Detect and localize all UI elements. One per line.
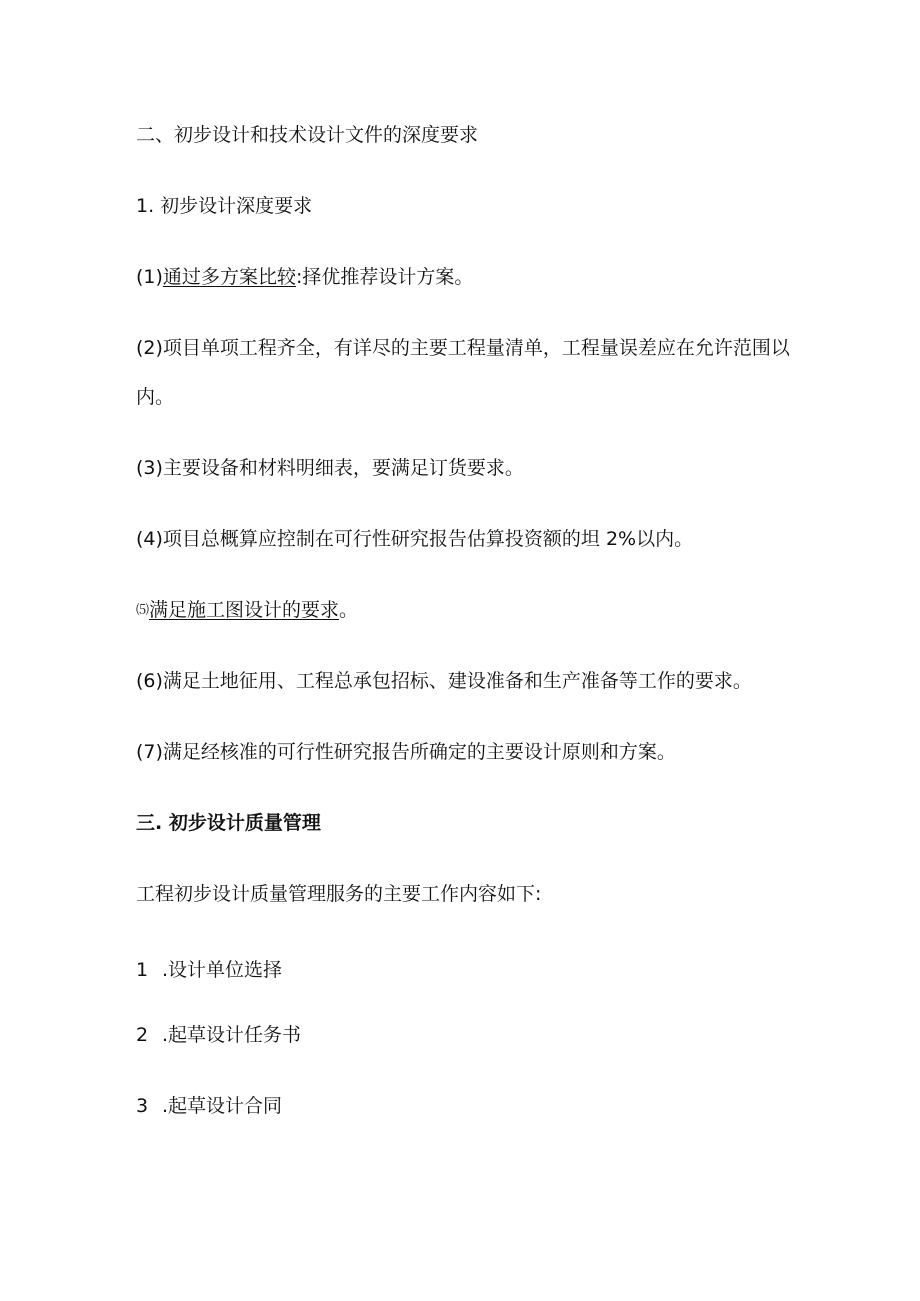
list-item-number: 3 (136, 1095, 149, 1117)
item-5 (136, 598, 358, 623)
list-item-text: .起草设计合同 (162, 1095, 283, 1117)
list-item-text: .设计单位选择 (162, 959, 283, 981)
list-item-number: 2 (136, 1024, 149, 1046)
item-3: (3)主要设备和材料明细表，要满足订货要求。 (136, 457, 524, 479)
item-1-link-comparison[interactable]: 多方案比较 (200, 266, 296, 288)
list-item (136, 1094, 282, 1118)
item-5-prefix: ⑸ (136, 603, 150, 618)
item-5-rest: 。 (339, 599, 359, 621)
item-7: (7)满足经核准的可行性研究报告所确定的主要设计原则和方案。 (136, 741, 676, 763)
item-5-link[interactable]: 满足施工图设计的要求 (149, 599, 340, 621)
item-1-link-tongguo[interactable]: 通过 (162, 266, 201, 288)
item-2-line-1: (2)项目单项工程齐全，有详尽的主要工程量清单，工程量误差应在允许范围以 (136, 337, 790, 359)
item-6: (6)满足土地征用、工程总承包招标、建设准备和生产准备等工作的要求。 (136, 670, 752, 692)
list-item-text: .起草设计任务书 (162, 1024, 302, 1046)
item-2-line-2: 内。 (136, 386, 175, 408)
subsection-1-title: 1. 初步设计深度要求 (136, 195, 313, 217)
list-item-number: 1 (136, 959, 149, 981)
list-item (136, 958, 282, 982)
item-1-rest: :择优推荐设计方案。 (295, 266, 474, 288)
section-3-title: 三. 初步设计质量管理 (136, 812, 321, 834)
section-2-title: 二、初步设计和技术设计文件的深度要求 (136, 124, 479, 146)
list-item (136, 1023, 301, 1047)
section-3-intro: 工程初步设计质量管理服务的主要工作内容如下: (136, 883, 542, 905)
item-1-prefix: (1) (136, 266, 163, 288)
item-1 (136, 265, 473, 289)
item-4: (4)项目总概算应控制在可行性研究报告估算投资额的坦 2%以内。 (136, 528, 694, 550)
